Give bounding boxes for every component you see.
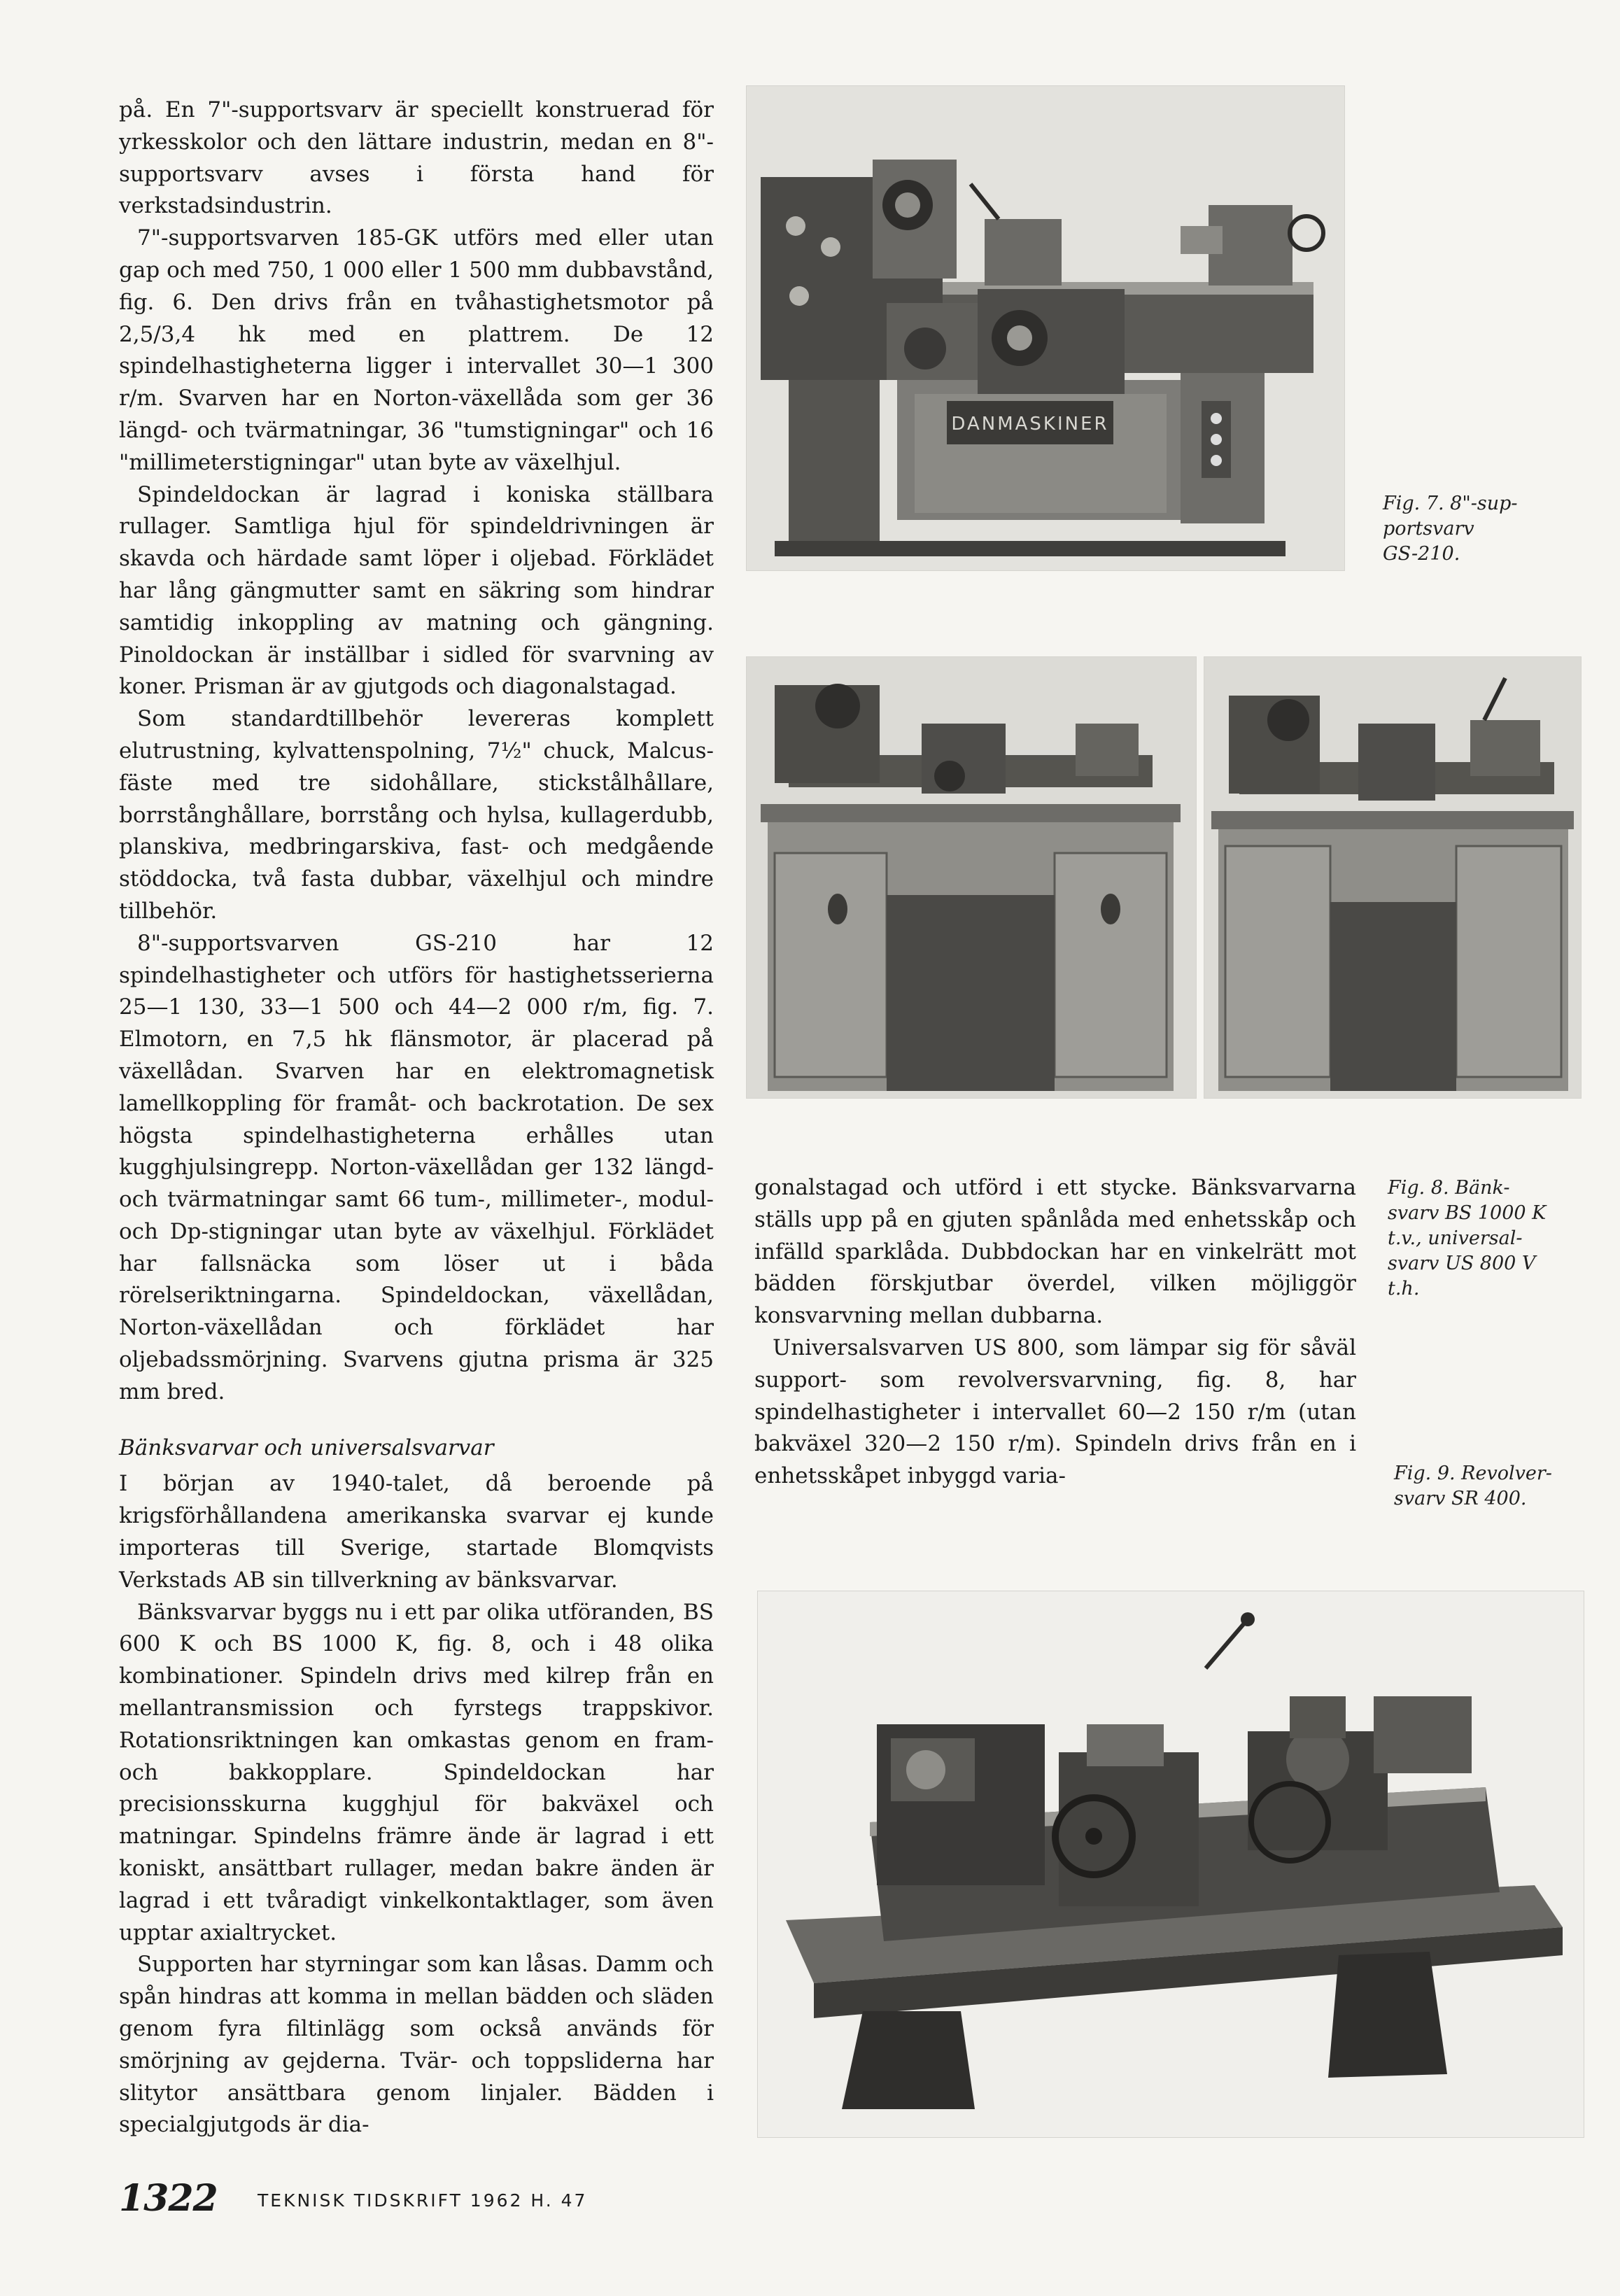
paragraph: Supporten har styrningar som kan låsas. Damm och spån hindras att komma in mellan bädden och släden genom fyra filtinlägg som också används för smörjning av gejderna. Tvär- och toppsliderna har slitytor ansättbara genom linjaler. Bädden i specialgjutgods är dia- xyxy=(119,1952,714,2138)
caption-line: svarv US 800 V xyxy=(1388,1253,1536,1274)
lathe-gs210-illustration xyxy=(747,86,1344,570)
figure-9-photo xyxy=(757,1591,1584,2138)
paragraph: I början av 1940-talet, då beroende på krigsförhållandena amerikanska svarvar ej kunde importeras till Sverige, startade Blomqvists Verkstads AB sin tillverkning av bänksvarvar. xyxy=(119,1471,714,1593)
paragraph: på. En 7"-supportsvarv är speciellt konstruerad för yrkesskolor och den lättare industrin, medan en 8"-supportsvarv avses i första hand för verkstadsindustrin. xyxy=(119,97,714,219)
caption-line: Fig. 9. Revolver- xyxy=(1394,1463,1552,1484)
turret-lathe-sr400-illustration xyxy=(758,1591,1584,2137)
text-column-left xyxy=(119,94,714,2141)
figure-7-caption xyxy=(1383,491,1593,567)
caption-line: svarv SR 400. xyxy=(1394,1488,1527,1509)
caption-line: svarv BS 1000 K xyxy=(1388,1202,1547,1224)
figure-8-photo-right xyxy=(1204,656,1582,1099)
paragraph: Universalsvarven US 800, som lämpar sig för såväl support- som revolversvarvning, fig. 8, har spindelhastigheter i intervallet 60—2 150 r/m (utan bakväxel 320—2 150 r/m). Spindeln drivs från en i enhetsskåpet inbyggd varia- xyxy=(754,1334,1356,1489)
figure-7-photo xyxy=(746,85,1345,571)
text-column-middle xyxy=(754,1172,1356,1493)
caption-line: Fig. 7. 8"-sup- xyxy=(1383,493,1518,514)
paragraph: gonalstagad och utförd i ett stycke. Bänksvarvarna ställs upp på en gjuten spånlåda med enhetsskåp och infälld sparklåda. Dubbdockan har en vinkelrätt mot bädden förskjutbar överdel, vilken möjliggör konsvarvning mellan dubbarna. xyxy=(754,1175,1356,1329)
section-heading: Bänksvarvar och universalsvarvar xyxy=(119,1435,494,1460)
figure-8-photo-left xyxy=(746,656,1197,1099)
caption-line: t.v., universal- xyxy=(1388,1227,1523,1249)
paragraph: 7"-supportsvarven 185-GK utförs med eller utan gap och med 750, 1 000 eller 1 500 mm dubbavstånd, fig. 6. Den drivs från en tvåhastighetsmotor på 2,5/3,4 hk med en plattrem. De 12 spindelhastigheterna ligger i intervallet 30—1 300 r/m. Svarven har en Norton-växellåda som ger 36 längd- och tvärmatningar, 36 "tumstigningar" och 16 "millimeterstigningar" utan byte av växelhjul. xyxy=(119,225,714,475)
page-number: 1322 xyxy=(119,2177,218,2220)
bench-lathe-bs1000k-illustration xyxy=(747,657,1196,1098)
figure-9-caption xyxy=(1394,1461,1604,1512)
caption-line: GS-210. xyxy=(1383,543,1460,565)
paragraph: Spindeldockan är lagrad i koniska ställbara rullager. Samtliga hjul för spindeldrivningen är skavda och härdade samt löper i oljebad. Förklädet har lång gängmutter samt en säkring som hindrar samtidig inkoppling av matning och gängning. Pinoldockan är inställbar i sidled för svarvning av koner. Prisman är av gjutgods och diagonalstagad. xyxy=(119,481,714,700)
paragraph: Bänksvarvar byggs nu i ett par olika utföranden, BS 600 K och BS 1000 K, fig. 8, och i 48 olika kombinationer. Spindeln drivs med kilrep från en mellantransmission och fyrstegs trappskivor. Rotationsriktningen kan omkastas genom en fram- och bakkopplare. Spindeldockan har precisionsskurna kugghjul för bakväxel och matningar. Spindelns främre ände är lagrad i ett koniskt, ansättbart rullager, medan bakre änden är lagrad i ett tvåradigt vinkelkontaktlager, som även upptar axialtrycket. xyxy=(119,1599,714,1945)
caption-line: Fig. 8. Bänk- xyxy=(1388,1177,1510,1199)
caption-line: t.h. xyxy=(1388,1278,1420,1300)
universal-lathe-us800-illustration xyxy=(1204,657,1581,1098)
figure-8-caption xyxy=(1388,1176,1598,1302)
paragraph: 8"-supportsvarven GS-210 har 12 spindelhastigheter och utförs för hastighetsserierna 25—1 130, 33—1 500 och 44—2 000 r/m, fig. 7. Elmotorn, en 7,5 hk flänsmotor, är placerad på växellådan. Svarven har en elektromagnetisk lamellkoppling för framåt- och backrotation. De sex högsta spindelhastigheterna erhålles utan kugghjulsingrepp. Norton-växellådan ger 132 längd- och tvärmatningar samt 66 tum-, millimeter-, modul- och Dp-stigningar utan byte av växelhjul. Förklädet har fallsnäcka som löser ut i båda rörelseriktningarna. Spindeldockan, växellådan, Norton-växellådan och förklädet har oljebadssmörjning. Svarvens gjutna prisma är 325 mm bred. xyxy=(119,930,714,1404)
journal-title: TEKNISK TIDSKRIFT 1962 H. 47 xyxy=(258,2190,588,2211)
name-plate-text: DANMASKINER xyxy=(951,414,1109,435)
paragraph: Som standardtillbehör levereras komplett elutrustning, kylvattenspolning, 7½" chuck, Malcus-fäste med tre sidohållare, stickstålhållare, borrstånghållare, borrstång och hylsa, kullagerdubb, planskiva, medbringarskiva, fast- och medgående stöddocka, två fasta dubbar, växelhjul och mindre tillbehör. xyxy=(119,706,714,924)
caption-line: portsvarv xyxy=(1383,518,1474,540)
